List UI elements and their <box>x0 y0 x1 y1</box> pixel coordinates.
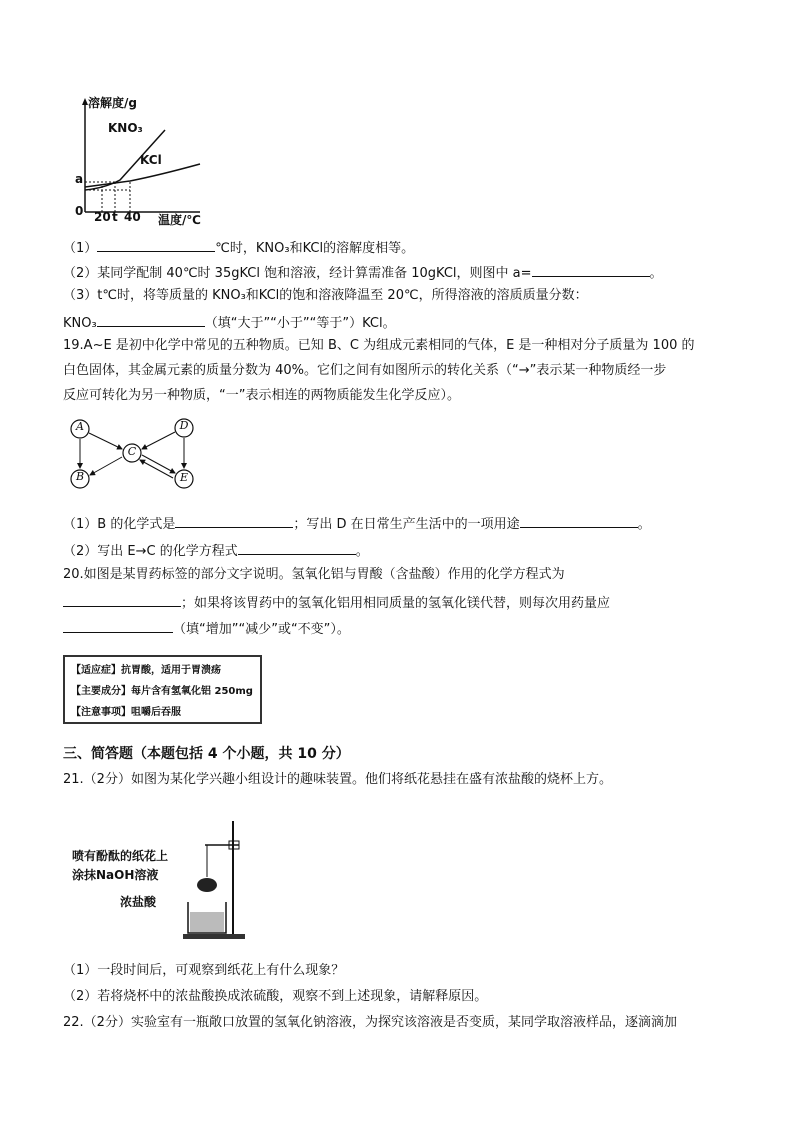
label-row-indication: 【适应症】抗胃酸，适用于胃溃疡 <box>71 665 221 676</box>
edge-d-c <box>142 432 175 449</box>
q20-line3-text: （填“增加”“减少”或“不变”）。 <box>173 622 350 637</box>
q20-line2 <box>63 592 610 613</box>
q18-part1-prefix: （1） <box>63 241 98 256</box>
q18-part2-end: 。 <box>649 266 663 281</box>
graph-tick-40: 40 <box>124 210 141 224</box>
graph-series-kno3: KNO₃ <box>108 121 143 135</box>
graph-origin: 0 <box>75 204 84 218</box>
stand-base <box>183 934 245 939</box>
edge-c-b <box>90 457 122 475</box>
q19-part2-end: 。 <box>355 544 369 559</box>
q18-part1 <box>63 237 414 258</box>
graph-tick-20: 20 <box>94 210 111 224</box>
graph-xlabel: 温度/℃ <box>158 213 201 227</box>
section-heading: 三、简答题（本题包括 4 个小题，共 10 分） <box>63 746 350 762</box>
answer-blank[interactable] <box>97 312 205 327</box>
graph-tick-t: t <box>112 210 118 224</box>
q19-line1: 19.A~E 是初中化学中常见的五种物质。已知 B、C 为组成元素相同的气体，E 是一种相对分子质量为 100 的 <box>63 338 695 353</box>
label-row-ingredient: 【主要成分】每片含有氢氧化铝 250mg <box>71 686 253 697</box>
answer-blank[interactable] <box>175 513 293 528</box>
q18-part3 <box>63 287 588 305</box>
q18-part1-text: ℃时，KNO₃和KCl的溶解度相等。 <box>215 241 415 256</box>
q20-line2-text: ；如果将该胃药中的氢氧化铝用相同质量的氢氧化镁代替，则每次用药量应 <box>181 596 611 611</box>
label-row-notice: 【注意事项】咀嚼后吞服 <box>71 707 181 718</box>
q21-line1: 21.（2分）如图为某化学兴趣小组设计的趣味装置。他们将纸花悬挂在盛有浓盐酸的烧杯上方。 <box>63 772 612 787</box>
edge-a-c <box>89 433 122 449</box>
node-d-label: D <box>179 419 189 432</box>
answer-blank[interactable] <box>97 237 215 252</box>
q19-line2: 白色固体，其金属元素的质量分数为 40%。它们之间有如图所示的转化关系（“→”表示某一种物质经一步 <box>63 363 667 378</box>
answer-blank[interactable] <box>520 513 638 528</box>
q19-part1-text: （1）B 的化学式是 <box>63 517 176 532</box>
fig-label-flower: 喷有酚酞的纸花上 <box>72 849 169 863</box>
node-c-label: C <box>127 445 137 458</box>
q18-part3b-text: （填“大于”“小于”“等于”）KCl。 <box>204 316 396 331</box>
q19-part1-end: 。 <box>637 517 651 532</box>
q18-part2 <box>63 262 663 283</box>
answer-blank[interactable] <box>63 618 173 633</box>
q18-part3b-prefix: KNO₃ <box>63 316 97 331</box>
graph-tick-a: a <box>75 172 84 186</box>
q18-part3-text: （3）t℃时，将等质量的 KNO₃和KCl的饱和溶液降温至 20℃，所得溶液的溶质质量分数： <box>63 288 588 303</box>
q19-part1-mid: ；写出 D 在日常生产生活中的一项用途 <box>293 517 520 532</box>
answer-blank[interactable] <box>532 262 650 277</box>
fig-label-acid: 浓盐酸 <box>120 895 157 909</box>
q20-line3 <box>63 618 350 639</box>
q19-line3: 反应可转化为另一种物质，“一”表示相连的两物质能发生化学反应）。 <box>63 388 460 403</box>
graph-ylabel: 溶解度/g <box>88 96 137 110</box>
node-a-label: A <box>76 420 84 433</box>
node-e-label: E <box>179 471 189 484</box>
paper-flower <box>197 878 217 892</box>
q20-line1: 20.如图是某胃药标签的部分文字说明。氢氧化铝与胃酸（含盐酸）作用的化学方程式为 <box>63 567 565 582</box>
q19-part2 <box>63 540 369 561</box>
fig-label-naoh: 涂抹NaOH溶液 <box>72 868 159 882</box>
node-b-label: B <box>75 470 85 483</box>
q21-part1: （1）一段时间后，可观察到纸花上有什么现象？ <box>63 963 345 978</box>
q19-part2-text: （2）写出 E→C 的化学方程式 <box>63 544 238 559</box>
answer-blank[interactable] <box>238 540 356 555</box>
q18-part2-text: （2）某同学配制 40℃时 35gKCl 饱和溶液，经计算需准备 10gKCl，则图中 a= <box>63 266 532 281</box>
q19-part1 <box>63 513 651 534</box>
apparatus-figure <box>175 815 255 945</box>
kcl-curve <box>85 164 200 187</box>
q21-part2: （2）若将烧杯中的浓盐酸换成浓硫酸，观察不到上述现象，请解释原因。 <box>63 989 488 1004</box>
q22-line1: 22.（2分）实验室有一瓶敞口放置的氢氧化钠溶液，为探究该溶液是否变质，某同学取溶液样品，逐滴滴加 <box>63 1015 677 1030</box>
answer-blank[interactable] <box>63 592 181 607</box>
medicine-label <box>63 655 262 724</box>
q18-part3b <box>63 312 396 333</box>
acid-liquid <box>190 912 224 932</box>
graph-series-kcl: KCl <box>140 153 162 167</box>
